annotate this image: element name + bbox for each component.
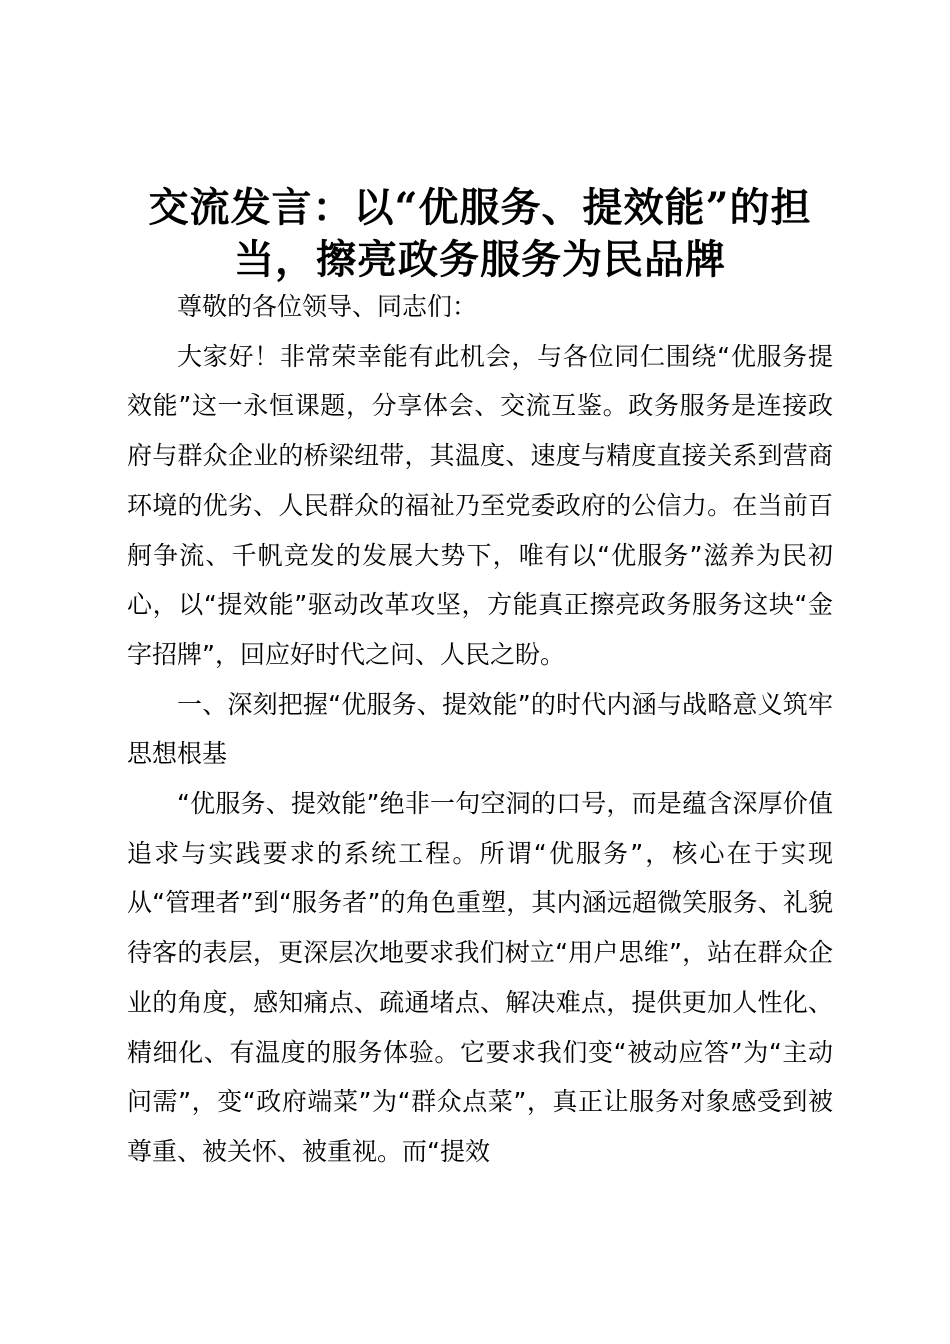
document-body: [127, 282, 833, 1177]
document-title: [110, 182, 850, 286]
paragraph-section-1: “优服务、提效能”绝非一句空洞的口号，而是蕴含深厚价值追求与实践要求的系统工程。所谓“优服务”，核心在于实现从“管理者”到“服务者”的角色重塑，其内涵远超微笑服务、礼貌待客的表层，更深层次地要求我们树立“用户思维”，站在群众企业的角度，感知痛点、疏通堵点、解决难点，提供更加人性化、精细化、有温度的服务体验。它要求我们变“被动应答”为“主动问需”，变“政府端菜”为“群众点菜”，真正让服务对象感受到被尊重、被关怀、被重视。而“提效: [127, 789, 833, 1166]
title-line-2: 当，擦亮政务服务为民品牌: [234, 236, 726, 283]
title-line-1: 交流发言：以“优服务、提效能”的担: [148, 184, 812, 231]
section-heading-1: 一、深刻把握“优服务、提效能”的时代内涵与战略意义筑牢思想根基: [127, 689, 833, 769]
paragraph-intro: 大家好！非常荣幸能有此机会，与各位同仁围绕“优服务提效能”这一永恒课题，分享体会、交流互鉴。政务服务是连接政府与群众企业的桥梁纽带，其温度、速度与精度直接关系到营商环境的优劣、人民群众的福祉乃至党委政府的公信力。在当前百舸争流、千帆竞发的发展大势下，唯有以“优服务”滋养为民初心，以“提效能”驱动改革攻坚，方能真正擦亮政务服务这块“金字招牌”，回应好时代之问、人民之盼。: [127, 341, 833, 669]
salutation: 尊敬的各位领导、同志们：: [177, 292, 478, 321]
